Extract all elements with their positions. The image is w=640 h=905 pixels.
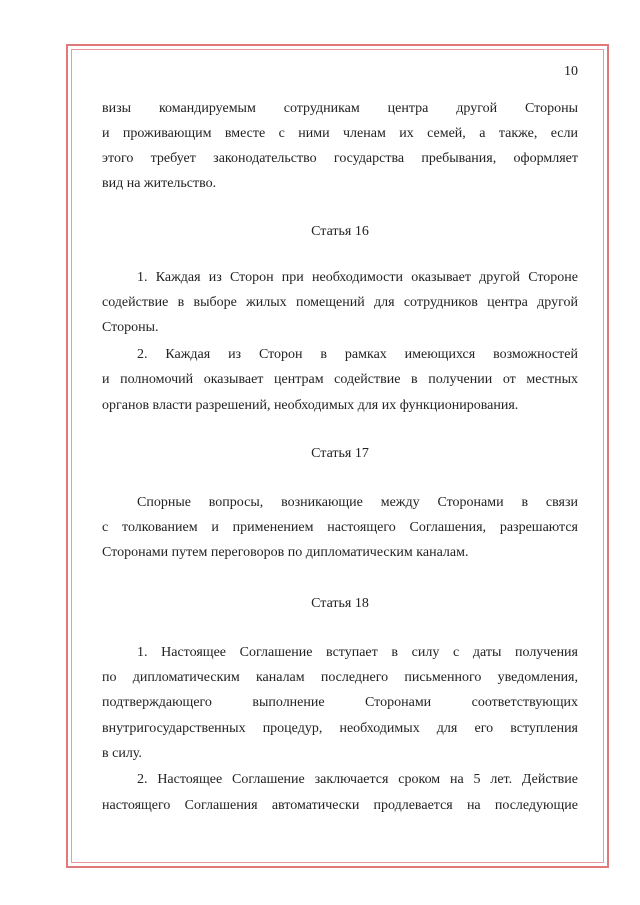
paragraph-line: 1. Настоящее Соглашение вступает в силу с даты получения — [137, 645, 578, 660]
paragraph-line: внутригосударственных процедур, необходимых для его вступления — [102, 721, 578, 736]
paragraph-line: настоящего Соглашения автоматически продлевается на последующие — [102, 798, 578, 813]
paragraph-line: в силу. — [102, 746, 142, 761]
paragraph-line: Стороны. — [102, 320, 159, 335]
paragraph-line: по дипломатическим каналам последнего письменного уведомления, — [102, 670, 578, 685]
paragraph-line: Спорные вопросы, возникающие между Сторонами в связи — [137, 495, 578, 510]
paragraph-line: 1. Каждая из Сторон при необходимости оказывает другой Стороне — [137, 270, 578, 285]
article-17-heading: Статья 17 — [311, 446, 369, 461]
paragraph-line: Сторонами путем переговоров по дипломатическим каналам. — [102, 545, 469, 560]
article-16-heading: Статья 16 — [311, 224, 369, 239]
paragraph-line: вид на жительство. — [102, 176, 217, 191]
paragraph-line: и проживающим вместе с ними членам их семей, а также, если — [102, 126, 578, 141]
paragraph-line: с толкованием и применением настоящего Соглашения, разрешаются — [102, 520, 578, 535]
page-number: 10 — [564, 64, 578, 79]
paragraph-line: этого требует законодательство государства пребывания, оформляет — [102, 151, 578, 166]
paragraph-line: содействие в выборе жилых помещений для сотрудников центра другой — [102, 295, 578, 310]
paragraph-line: и полномочий оказывает центрам содействие в получении от местных — [102, 372, 578, 387]
paragraph-line: 2. Каждая из Сторон в рамках имеющихся возможностей — [137, 347, 578, 362]
paragraph-line: 2. Настоящее Соглашение заключается сроком на 5 лет. Действие — [137, 772, 578, 787]
paragraph-line: визы командируемым сотрудникам центра другой Стороны — [102, 101, 578, 116]
article-18-heading: Статья 18 — [311, 596, 369, 611]
paragraph-line: органов власти разрешений, необходимых для их функционирования. — [102, 398, 519, 413]
paragraph-line: подтверждающего выполнение Сторонами соответствующих — [102, 695, 578, 710]
